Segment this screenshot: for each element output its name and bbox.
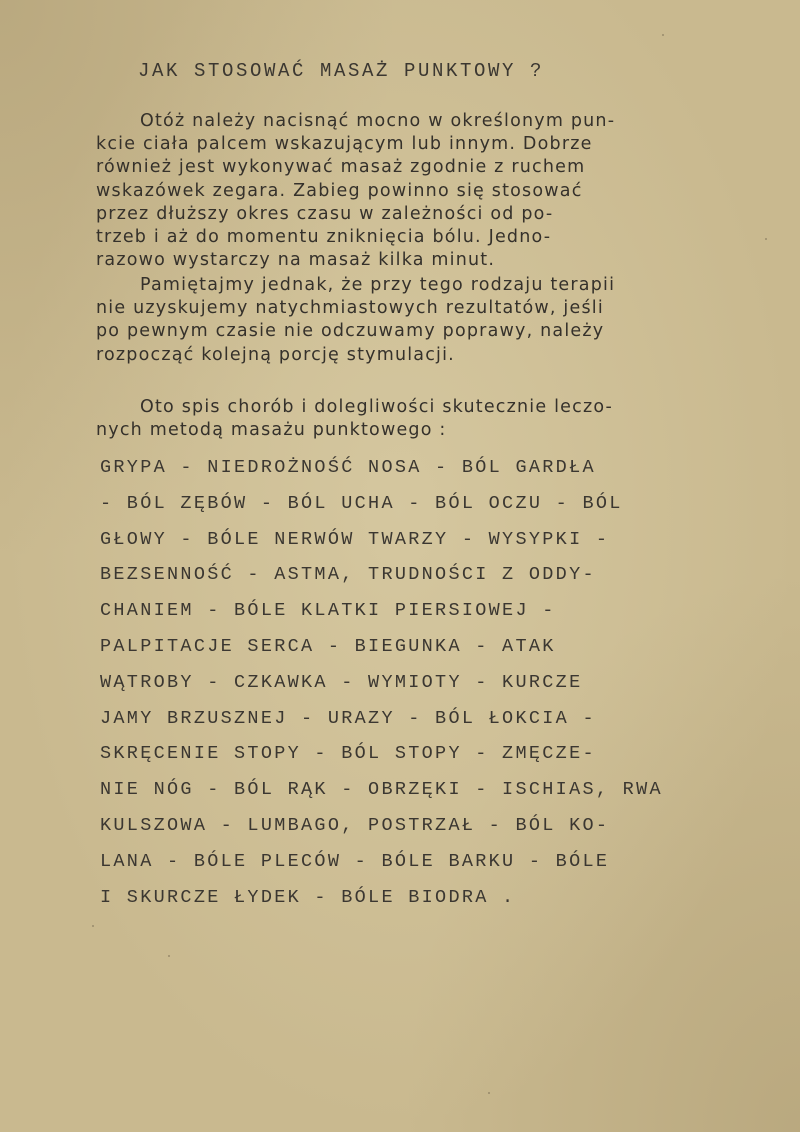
- paragraph-instructions: [96, 110, 756, 272]
- disease-list-line: LANA - BÓLE PLECÓW - BÓLE BARKU - BÓLE: [100, 850, 610, 872]
- text-line: przez dłuższy okres czasu w zależności od po-: [96, 203, 554, 224]
- paper-speck: [92, 925, 94, 927]
- text-line: po pewnym czasie nie odczuwamy poprawy, należy: [96, 321, 605, 342]
- disease-list-line: BEZSENNOŚĆ - ASTMA, TRUDNOŚCI Z ODDY-: [100, 564, 596, 586]
- text-line: kcie ciała palcem wskazującym lub innym. Dobrze: [96, 134, 593, 155]
- disease-list-line: GRYPA - NIEDROŻNOŚĆ NOSA - BÓL GARDŁA: [100, 457, 596, 478]
- text-line: nie uzyskujemy natychmiastowych rezultatów, jeśli: [96, 298, 604, 319]
- paper-speck: [662, 34, 664, 36]
- paper-speck: [765, 238, 767, 240]
- page-title: JAK STOSOWAĆ MASAŻ PUNKTOWY ?: [138, 60, 545, 82]
- disease-list-line: CHANIEM - BÓLE KLATKI PIERSIOWEJ -: [100, 600, 556, 622]
- disease-list-line: PALPITACJE SERCA - BIEGUNKA - ATAK: [100, 635, 556, 657]
- paper-speck: [488, 1092, 490, 1094]
- disease-list-line: GŁOWY - BÓLE NERWÓW TWARZY - WYSYPKI -: [100, 528, 610, 550]
- text-line: Pamiętajmy jednak, że przy tego rodzaju terapii: [140, 275, 616, 295]
- disease-list-line: SKRĘCENIE STOPY - BÓL STOPY - ZMĘCZE-: [100, 743, 596, 765]
- paragraph-list-intro: [96, 396, 756, 442]
- disease-list-line: - BÓL ZĘBÓW - BÓL UCHA - BÓL OCZU - BÓL: [100, 492, 623, 514]
- disease-list: [100, 450, 760, 915]
- disease-list-line: JAMY BRZUSZNEJ - URAZY - BÓL ŁOKCIA -: [100, 707, 596, 729]
- disease-list-line: NIE NÓG - BÓL RĄK - OBRZĘKI - ISCHIAS, RWA: [100, 779, 663, 801]
- text-line: rozpocząć kolejną porcję stymulacji.: [96, 344, 455, 365]
- paper-speck: [168, 955, 170, 957]
- text-line: Otóż należy nacisnąć mocno w określonym pun-: [140, 111, 616, 131]
- text-line: trzeb i aż do momentu zniknięcia bólu. Jedno-: [96, 227, 552, 248]
- text-line: razowo wystarczy na masaż kilka minut.: [96, 250, 496, 271]
- disease-list-line: KULSZOWA - LUMBAGO, POSTRZAŁ - BÓL KO-: [100, 814, 610, 836]
- disease-list-line: I SKURCZE ŁYDEK - BÓLE BIODRA .: [100, 886, 516, 908]
- text-line: wskazówek zegara. Zabieg powinno się stosować: [96, 180, 583, 201]
- text-line: również jest wykonywać masaż zgodnie z ruchem: [96, 157, 586, 178]
- disease-list-line: WĄTROBY - CZKAWKA - WYMIOTY - KURCZE: [100, 671, 583, 693]
- paragraph-reminder: [96, 274, 756, 367]
- text-line: nych metodą masażu punktowego :: [96, 420, 447, 441]
- text-line: Oto spis chorób i dolegliwości skutecznie leczo-: [140, 397, 614, 417]
